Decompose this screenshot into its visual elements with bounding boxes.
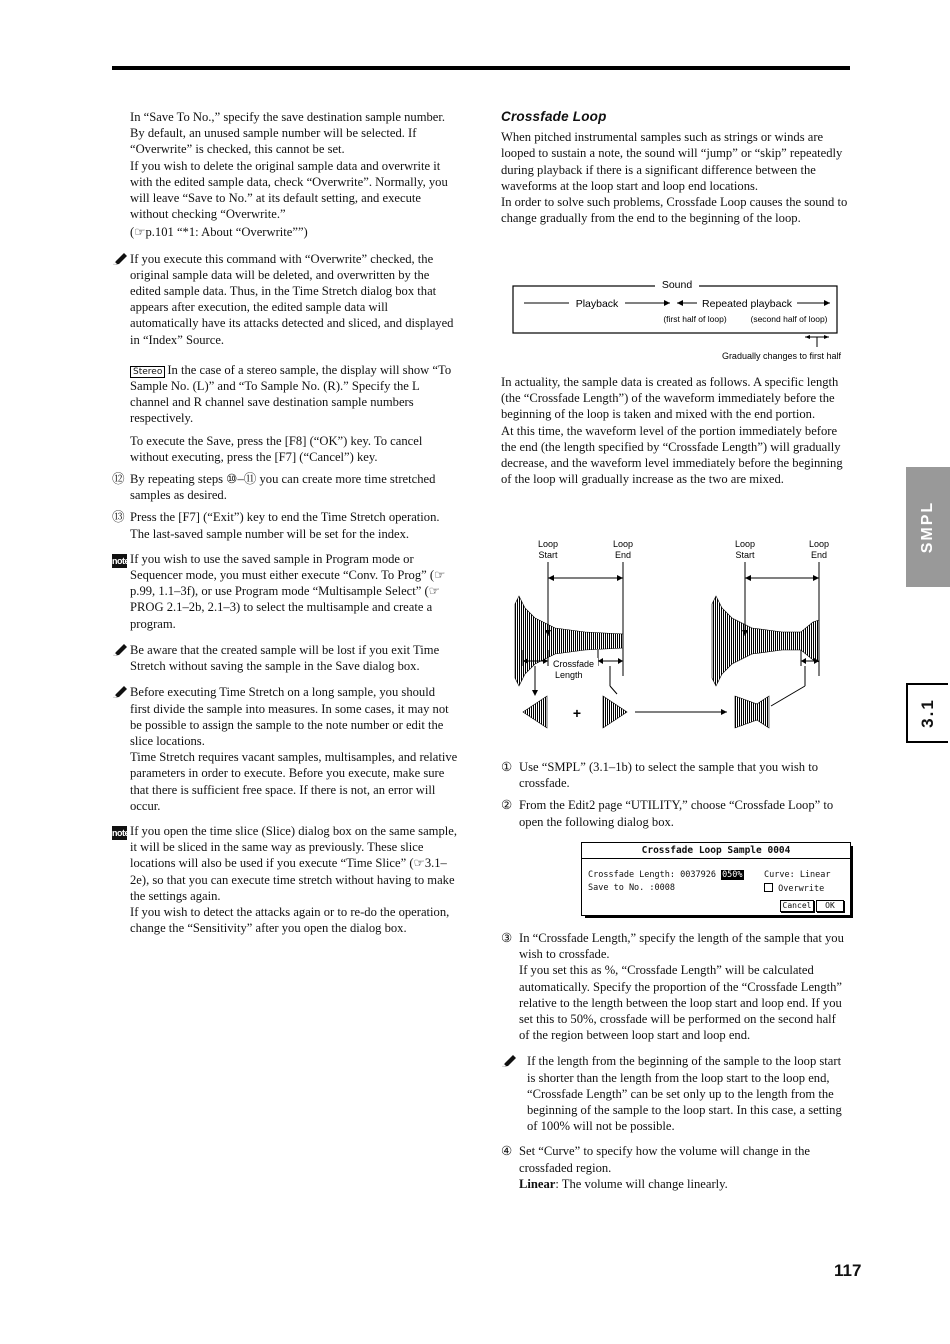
step-12 — [112, 471, 458, 503]
step-1 — [501, 759, 849, 791]
note-program-mode-text: If you wish to use the saved sample in Program mode or Sequencer mode, you must either execute “Conv. To Prog” (☞p.99, 1.1–3f), or use Program mode “Multisample Select” (☞PROG 2.1–2b, 2.1–3) to select the multisample and create a program. — [130, 551, 446, 631]
crossfade-solution: In order to solve such problems, Crossfade Loop causes the sound to change gradually from the end to the beginning of the loop. — [501, 195, 848, 226]
crossfade-length-field[interactable]: Crossfade Length: 0037926 050% — [588, 870, 743, 880]
step-2-number: ② — [501, 798, 513, 813]
caution-long-sample — [112, 684, 458, 814]
crossfade-loop-heading: Crossfade Loop — [501, 109, 607, 124]
cancel-button[interactable]: Cancel — [780, 900, 814, 912]
loop-start-label-2: Loop — [734, 539, 756, 549]
step-3-details: If you set this as %, “Crossfade Length” will be calculated automatically. Specify the proportion of the “Crossfade Length” relative to the length between the loop start and loop end. If you set this to 50%, crossfade will be performed on the second half of the region between loop start and loop end. — [519, 963, 843, 1043]
step-4-number: ④ — [501, 1144, 513, 1159]
crossfade-intro: When pitched instrumental samples such as strings or winds are looped to sustain a note, the sound will “jump” or “skip” repeatedly during playback if there is a significant difference between the waveforms at the loop start and loop end locations. — [501, 130, 843, 193]
linear-description: : The volume will change linearly. — [555, 1176, 728, 1191]
playback-label: Playback — [575, 298, 619, 310]
waveform-crossfaded — [712, 596, 819, 686]
actuality-paragraph: In actuality, the sample data is created as follows. A specific length (the “Crossfade Length”) of the waveform immediately before the beginning of the loop is taken and mixed with the end portion. — [501, 375, 839, 422]
fade-out-segment — [603, 696, 627, 728]
stereo-label: Stereo — [130, 366, 165, 378]
step-4 — [501, 1143, 849, 1192]
step-12-number: ⑫ — [112, 472, 125, 487]
note-sensitivity-text: If you wish to detect the attacks again or to re-do the operation, change the “Sensitivity” after you open the dialog box. — [130, 904, 450, 936]
step-2-text: From the Edit2 page “UTILITY,” choose “Crossfade Loop” to open the following dialog box. — [519, 798, 834, 829]
caution-crossfade-length-text: If the length from the beginning of the sample to the loop start is shorter than the length from the loop start to the loop end, “Crossfade Length” can be set only up to the length from the beginning of the sample to the loop start. In this case, a setting of 100% will not be possible. — [527, 1054, 842, 1134]
mixed-segment — [735, 696, 769, 728]
overwrite-checkbox[interactable]: Overwrite — [764, 883, 824, 895]
playback-diagram — [505, 275, 850, 367]
caution-pencil-icon — [501, 1054, 527, 1072]
repeated-playback-label: Repeated playback — [702, 298, 792, 310]
stereo-block — [112, 362, 458, 465]
save-to-no-block — [112, 109, 458, 241]
note-slice — [112, 823, 458, 936]
step-13-number: ⑬ — [112, 510, 125, 525]
step-3-number: ③ — [501, 931, 513, 945]
left-column — [112, 109, 458, 936]
loop-end-label-1: Loop — [612, 539, 634, 549]
stereo-text: In the case of a stereo sample, the display will show “To Sample No. (L)” and “To Sample No. (R).” Specify the L channel and R channel save destination sample numbers respectively. — [130, 362, 452, 426]
note-program-mode — [112, 551, 458, 632]
step-13-followup: The last-saved sample number will be set for the index. — [130, 526, 410, 541]
waveform-level-paragraph: At this time, the waveform level of the portion immediately before the end (the length specified by “Crossfade Length”) will gradually decrease, and the waveform level immediately before the beginning of the loop will gradually increase as the two are mixed. — [501, 423, 843, 487]
right-column — [501, 109, 849, 226]
note-icon: note — [112, 827, 129, 838]
ok-button[interactable]: OK — [816, 900, 844, 912]
loop-start-label-1b: Start — [538, 550, 558, 560]
step-3-text: In “Crossfade Length,” specify the length of the sample that you wish to crossfade. — [519, 931, 844, 962]
step-13-text: Press the [F7] (“Exit”) key to end the Time Stretch operation. — [130, 510, 440, 525]
second-half-label: (second half of loop) — [750, 314, 828, 324]
loop-start-label-1: Loop — [537, 539, 559, 549]
right-steps — [501, 759, 849, 830]
caution-pencil-icon — [112, 643, 130, 661]
caution-long-sample-text: Before executing Time Stretch on a long sample, you should first divide the sample into measures. In some cases, it may not be possible to assign the sample to the note number or edit the slice locations. — [130, 685, 449, 748]
page-number: 117 — [834, 1261, 862, 1280]
crossfade-waveform-diagram — [505, 536, 850, 736]
overwrite-paragraph: If you wish to delete the original sample data and overwrite it with the edited sample data, check “Overwrite”. Normally, you will leave “Save to No.” at its default setting, and execute without checking “Overwrite.” — [130, 158, 448, 222]
caution-vacant-text: Time Stretch requires vacant samples, multisamples, and relative parameters in order to execute. Before you execute, make sure that there is sufficient free space. If there is not, an error will occur. — [130, 750, 458, 813]
gradually-label: Gradually changes to first half — [721, 351, 841, 361]
save-to-no-paragraph: In “Save To No.,” specify the save destination sample number. By default, an unused sample number will be selected. If “Overwrite” is checked, this cannot be set. — [130, 110, 446, 157]
right-column-cont — [501, 374, 849, 487]
note-slice-text: If you open the time slice (Slice) dialog box on the same sample, it will be sliced in the same way as previously. These slice locations will also be used if you execute “Time Slice” (☞3.1–2e), so that you can execute time stretch without having to make the settings again. — [130, 823, 458, 903]
caution-overwrite-text: If you execute this command with “Overwrite” checked, the original sample data will be deleted, and overwritten by the edited sample data. Thus, in the Time Stretch dialog box that appears after execution, the edited sample data will automatically have its attacks detected and sliced, and displayed in “Index” Source. — [130, 251, 454, 347]
caution-crossfade-length — [501, 1053, 849, 1134]
caution-exit — [112, 642, 458, 674]
first-half-label: (first half of loop) — [663, 314, 727, 324]
dialog-title: Crossfade Loop Sample 0004 — [582, 843, 850, 859]
checkbox-icon — [764, 883, 773, 892]
sound-label: Sound — [661, 279, 693, 291]
step-1-number: ① — [501, 760, 513, 774]
curve-field[interactable]: Curve: Linear — [764, 870, 831, 880]
overwrite-reference: (☞p.101 “*1: About “Overwrite””) — [130, 225, 308, 240]
caution-exit-text: Be aware that the created sample will be lost if you exit Time Stretch without saving the sample in the Save dialog box. — [130, 642, 440, 674]
linear-label: Linear — [519, 1176, 556, 1191]
step-12-text: By repeating steps ⑩–⑪ you can create more time stretched samples as desired. — [130, 472, 436, 503]
top-rule — [112, 66, 850, 70]
execute-text: To execute the Save, press the [F8] (“OK”) key. To cancel without executing, press the [F7] (“Cancel”) key. — [130, 433, 423, 464]
caution-pencil-icon — [112, 252, 130, 270]
caution-overwrite — [112, 251, 458, 348]
right-steps-2 — [501, 930, 849, 1192]
loop-end-label-1b: End — [614, 550, 632, 560]
step-13 — [112, 509, 458, 541]
fade-in-segment — [523, 696, 547, 728]
step-3 — [501, 930, 849, 1043]
crossfade-loop-dialog — [581, 842, 851, 916]
step-4-text: Set “Curve” to specify how the volume will change in the crossfaded region. — [519, 1144, 810, 1175]
smpl-side-tab: SMPL — [906, 467, 950, 587]
crossfade-length-percent[interactable]: 050% — [722, 870, 743, 880]
step-2 — [501, 797, 849, 829]
section-tab: 3.1 — [906, 683, 948, 743]
save-to-field[interactable]: Save to No. :0008 — [588, 883, 675, 893]
note-icon: note — [112, 555, 129, 566]
crossfade-length-label: Crossfade — [553, 659, 595, 669]
loop-end-label-2b: End — [810, 550, 828, 560]
plus-sign: + — [572, 705, 582, 721]
loop-start-label-2b: Start — [735, 550, 755, 560]
loop-end-label-2: Loop — [808, 539, 830, 549]
crossfade-length-label-b: Length — [555, 670, 583, 680]
step-1-text: Use “SMPL” (3.1–1b) to select the sample that you wish to crossfade. — [519, 760, 819, 791]
caution-pencil-icon — [112, 685, 130, 703]
